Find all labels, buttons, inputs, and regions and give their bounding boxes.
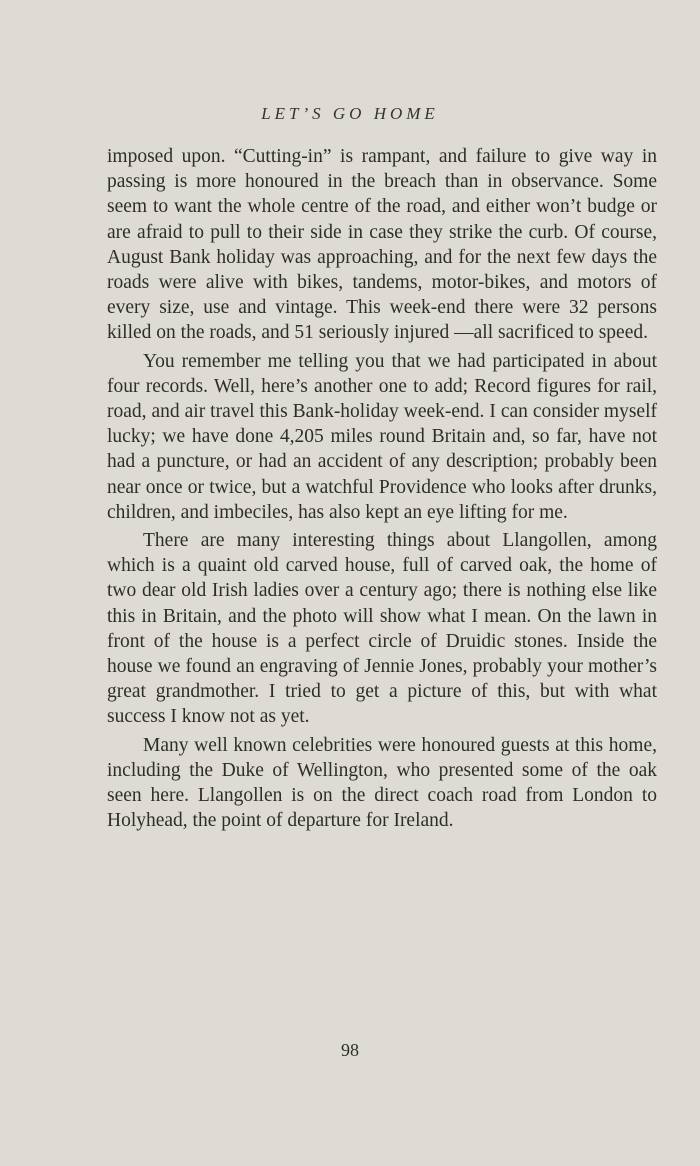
body-text <box>107 144 657 836</box>
paragraph-llangollen: There are many interesting things about Llangollen, among which is a quaint old carved house, full of carved oak, the home of two dear old Irish ladies over a century ago; there is nothing else like this in Britain, and the photo will show what I mean. On the lawn in front of the house is a perfect circle of Druidic stones. Inside the house we found an engraving of Jennie Jones, probably your mother’s great grandmother. I tried to get a picture of this, but with what success I know not as yet. <box>107 530 657 728</box>
paragraph-celebrities: Many well known celebrities were honoured guests at this home, including the Duke of Wellington, who presented some of the oak seen here. Llangollen is on the direct coach road from London to Holyhead, the point of departure for Ireland. <box>107 734 657 832</box>
paragraph-continued: imposed upon. “Cutting-in” is rampant, and failure to give way in passing is more honoured in the breach than in observance. Some seem to want the whole centre of the road, and either won’t budge or are afraid to pull to their side in case they strike the curb. Of course, August Bank holiday was approaching, and for the next few days the roads were alive with bikes, tandems, motor-bikes, and motors of every size, use and vintage. This week-end there were 32 persons killed on the roads, and 51 seriously injured —all sacrificed to speed. <box>107 146 657 344</box>
page-number: 98 <box>341 1040 359 1060</box>
running-title: LET’S GO HOME <box>261 104 439 123</box>
paragraph-records: You remember me telling you that we had participated in about four records. Well, here’s another one to add; Record figures for rail, road, and air travel this Bank-holiday week-end. I can consider myself lucky; we have done 4,205 miles round Britain and, so far, have not had a puncture, or had an accident of any description; probably been near once or twice, but a watchful Providence who looks after drunks, children, and imbeciles, has also kept an eye lifting for me. <box>107 350 657 523</box>
